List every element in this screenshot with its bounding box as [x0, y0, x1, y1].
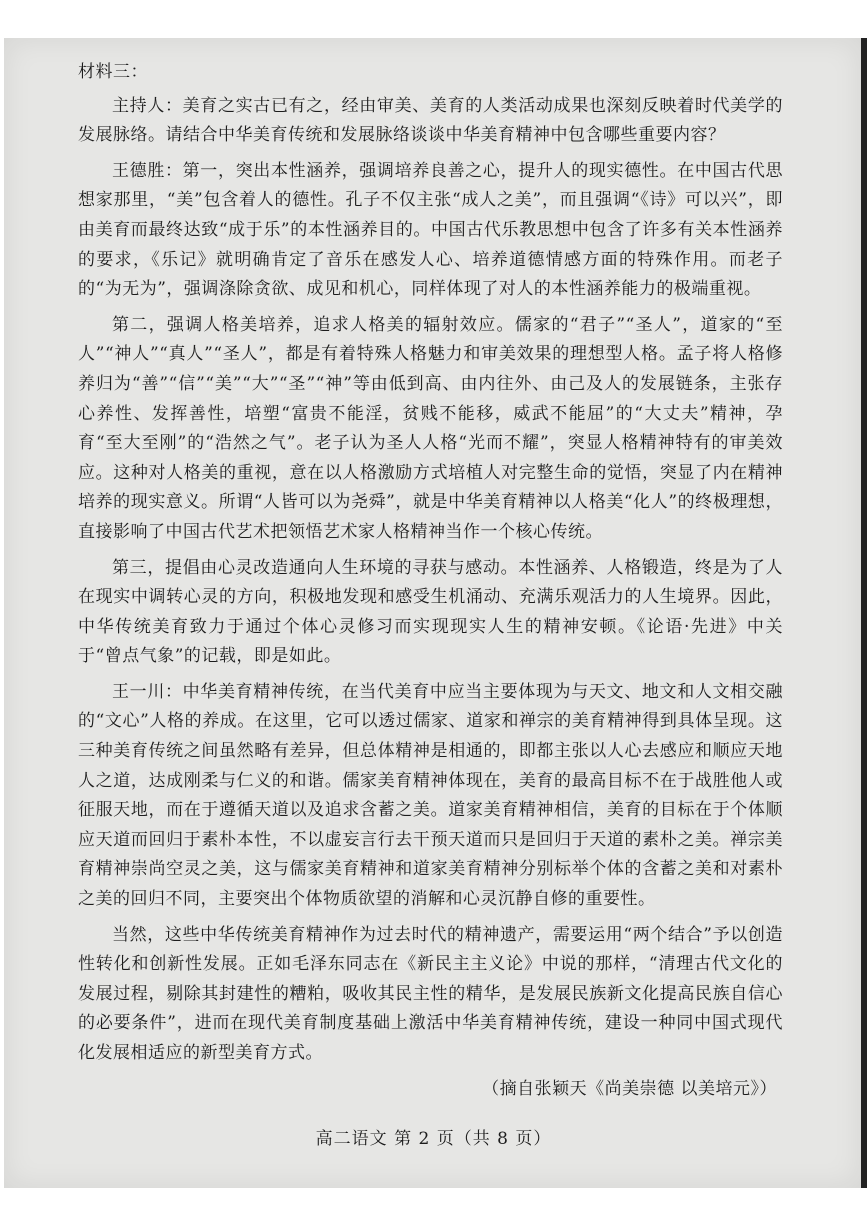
paragraph-conclusion: 当然，这些中华传统美育精神作为过去时代的精神遗产，需要运用“两个结合”予以创造性转化和创新性发展。正如毛泽东同志在《新民主主义论》中说的那样，“清理古代文化的发展过程，剔除其封建性的糟粕，吸收其民主性的精华，是发展民族新文化提高民族自信心的必要条件”，进而在现代美育制度基础上激活中华美育精神传统，建设一种同中国式现代化发展相适应的新型美育方式。	[78, 924, 783, 1063]
paragraph-second-point: 第二，强调人格美培养，追求人格美的辐射效应。儒家的“君子”“圣人”，道家的“至人”“神人”“真人”“圣人”，都是有着特殊人格魅力和审美效果的理想型人格。孟子将人格修养归为“善”“信”“美”“大”“圣”“神”等由低到高、由内往外、由己及人的发展链条，主张存心养性、发挥善性，培塑“富贵不能淫，贫贱不能移，威武不能屈”的“大丈夫”精神，孕育“至大至刚”的“浩然之气”。老子认为圣人人格“光而不耀”，突显人格精神特有的审美效应。这种对人格美的重视，意在以人格激励方式培植人对完整生命的觉悟，突显了内在精神培养的现实意义。所谓“人皆可以为尧舜”，就是中华美育精神以人格美“化人”的终极理想，直接影响了中国古代艺术把领悟艺术家人格精神当作一个核心传统。	[78, 314, 783, 542]
page-edge	[861, 38, 867, 1188]
paragraph-wang-yichuan: 王一川：中华美育精神传统，在当代美育中应当主要体现为与天文、地文和人文相交融的“文心”人格的养成。在这里，它可以透过儒家、道家和禅宗的美育精神得到具体呈现。这三种美育传统之间虽然略有差异，但总体精神是相通的，即都主张以人心去感应和顺应天地人之道，达成刚柔与仁义的和谐。儒家美育精神体现在，美育的最高目标不在于战胜他人或征服天地，而在于遵循天道以及追求含蓄之美。道家美育精神相信，美育的目标在于个体顺应天道而回归于素朴本性，不以虚妄言行去干预天道而只是回归于天道的素朴之美。禅宗美育精神崇尚空灵之美，这与儒家美育精神和道家美育精神分别标举个体的含蓄之美和对素朴之美的回归不同，主要突出个体物质欲望的消解和心灵沉静自修的重要性。	[78, 681, 783, 910]
document-page	[78, 58, 783, 1104]
paragraph-wang-desheng-first: 王德胜：第一，突出本性涵养，强调培养良善之心，提升人的现实德性。在中国古代思想家那里，“美”包含着人的德性。孔子不仅主张“成人之美”，而且强调“《诗》可以兴”，即由美育而最终达致“成于乐”的本性涵养目的。中国古代乐教思想中包含了许多有关本性涵养的要求，《乐记》就明确肯定了音乐在感发人心、培养道德情感方面的特殊作用。而老子的“为无为”，强调涤除贪欲、成见和机心，同样体现了对人的本性涵养能力的极端重视。	[78, 160, 783, 300]
paragraph-host-question: 主持人：美育之实古已有之，经由审美、美育的人类活动成果也深刻反映着时代美学的发展脉络。请结合中华美育传统和发展脉络谈谈中华美育精神中包含哪些重要内容？	[78, 95, 783, 146]
paragraph-third-point: 第三，提倡由心灵改造通向人生环境的寻获与感动。本性涵养、人格锻造，终是为了人在现实中调转心灵的方向，积极地发现和感受生机涌动、充满乐观活力的人生境界。因此，中华传统美育致力于通过个体心灵修习而实现现实人生的精神安顿。《论语·先进》中关于“曾点气象”的记载，即是如此。	[78, 557, 783, 667]
source-citation: （摘自张颖天《尚美崇德 以美培元》）	[482, 1078, 777, 1099]
page-footer: 高二语文 第 2 页（共 8 页）	[315, 1129, 552, 1149]
section-title: 材料三：	[78, 62, 148, 82]
